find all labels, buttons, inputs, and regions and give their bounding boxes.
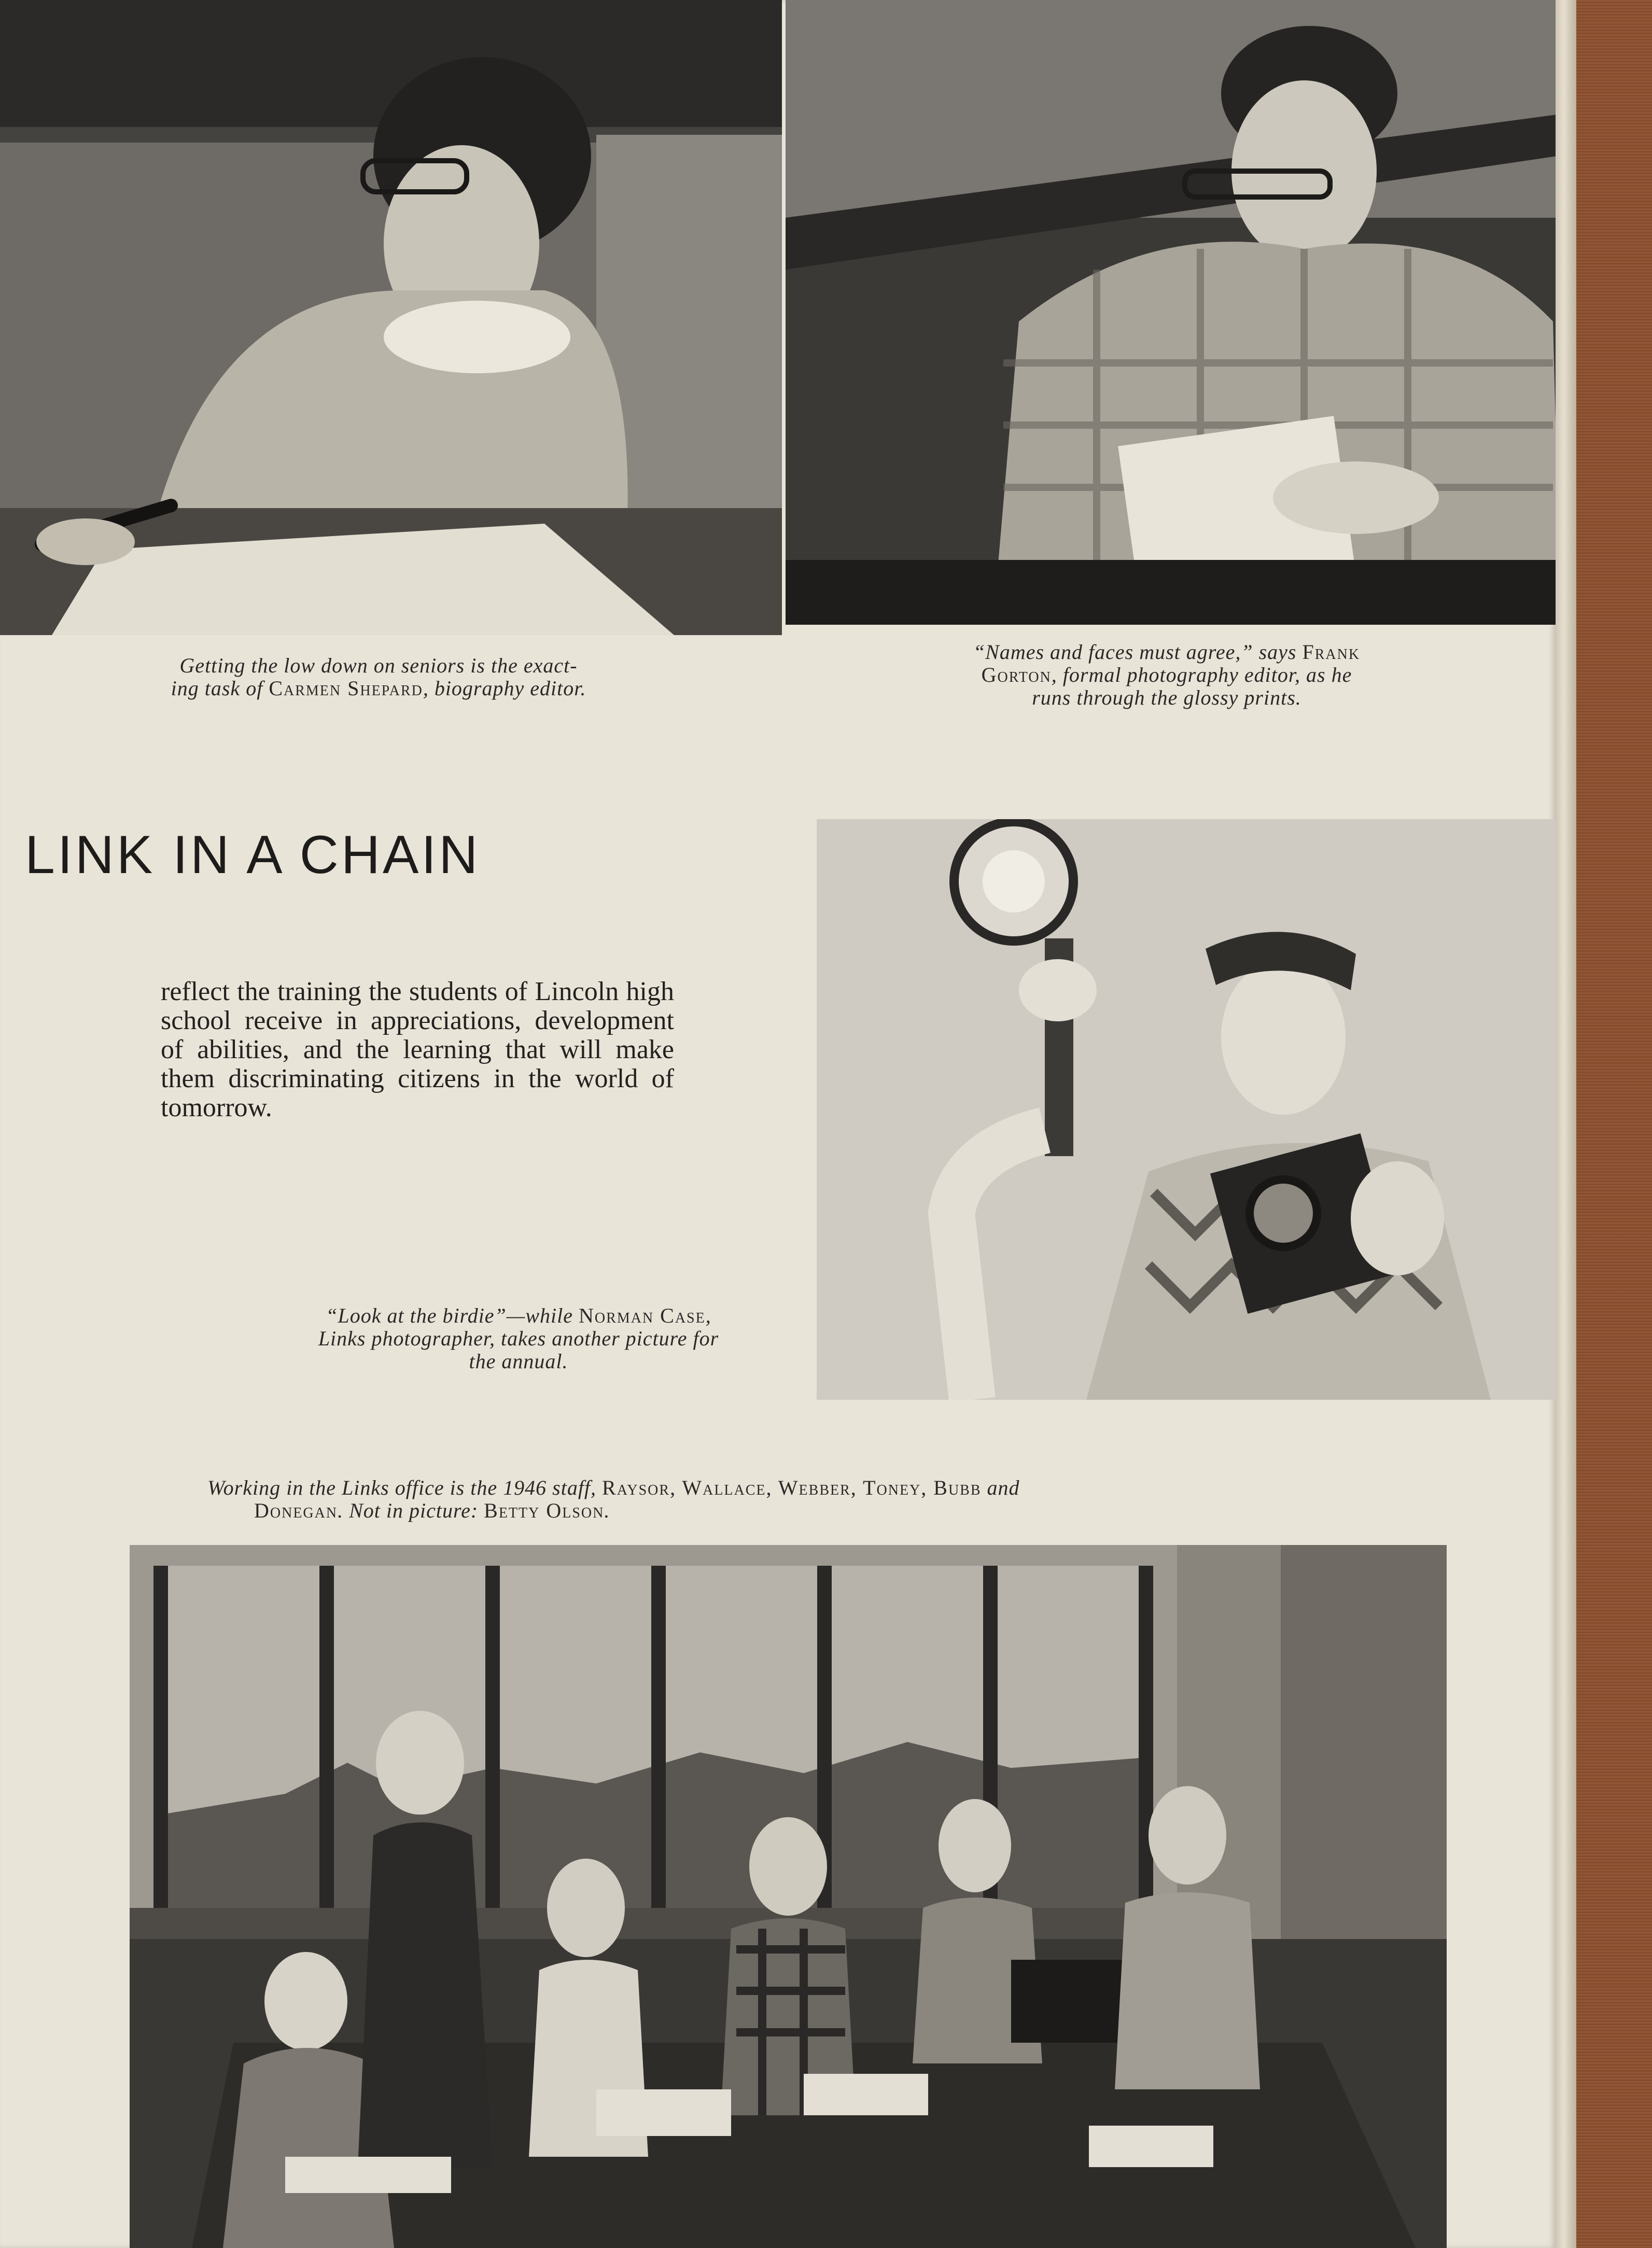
staff-names-1: Raysor, Wallace, Webber, Toney, Bubb <box>602 1476 982 1499</box>
caption-norman-line3: the annual. <box>469 1350 568 1373</box>
photo-norman-case <box>817 819 1567 1400</box>
staff-name-donegan: Donegan <box>254 1499 338 1522</box>
photo-carmen-shepard <box>0 0 782 635</box>
caption-frank-gorton <box>881 641 1452 709</box>
body-paragraph: reflect the training the students of Lincoln high school receive in appreciations, development of abilities, and the learning that will make them discriminating citizens in the world of tomorrow. <box>161 977 674 1122</box>
caption-staff-and: and <box>981 1476 1020 1499</box>
caption-staff <box>207 1477 1400 1522</box>
caption-norman-line1-post: , <box>705 1304 711 1327</box>
name-norman-case: Norman Case <box>579 1304 706 1327</box>
page-edge <box>1556 0 1576 2248</box>
book-cover-edge <box>1576 0 1652 2248</box>
caption-staff-line1-pre: Working in the Links office is the 1946 staff, <box>207 1476 603 1499</box>
caption-carmen-line2-post: , biography editor. <box>423 677 586 700</box>
caption-staff-end: . <box>604 1499 610 1522</box>
name-betty-olson: Betty Olson <box>484 1499 605 1522</box>
caption-frank-line1-pre: “Names and faces must agree,” says <box>973 640 1303 664</box>
caption-norman-case <box>228 1304 809 1373</box>
caption-frank-line3: runs through the glossy prints. <box>1032 686 1301 709</box>
caption-staff-line2-mid: . Not in picture: <box>338 1499 484 1522</box>
caption-carmen-line2-pre: ing task of <box>171 677 269 700</box>
caption-frank-line2: , formal photography editor, as he <box>1051 663 1352 686</box>
caption-carmen-shepard <box>83 654 674 700</box>
caption-norman-line2: Links photographer, takes another picture for <box>318 1327 719 1350</box>
name-gorton: Gorton <box>981 663 1052 686</box>
caption-norman-line1-pre: “Look at the birdie”—while <box>326 1304 579 1327</box>
name-frank: Frank <box>1302 640 1361 664</box>
name-carmen-shepard: Carmen Shepard <box>269 677 423 700</box>
page-title: LINK IN A CHAIN <box>25 825 481 885</box>
photo-frank-gorton <box>786 0 1561 625</box>
photo-links-staff <box>130 1545 1447 2248</box>
caption-carmen-line1: Getting the low down on seniors is the exact- <box>179 654 578 677</box>
